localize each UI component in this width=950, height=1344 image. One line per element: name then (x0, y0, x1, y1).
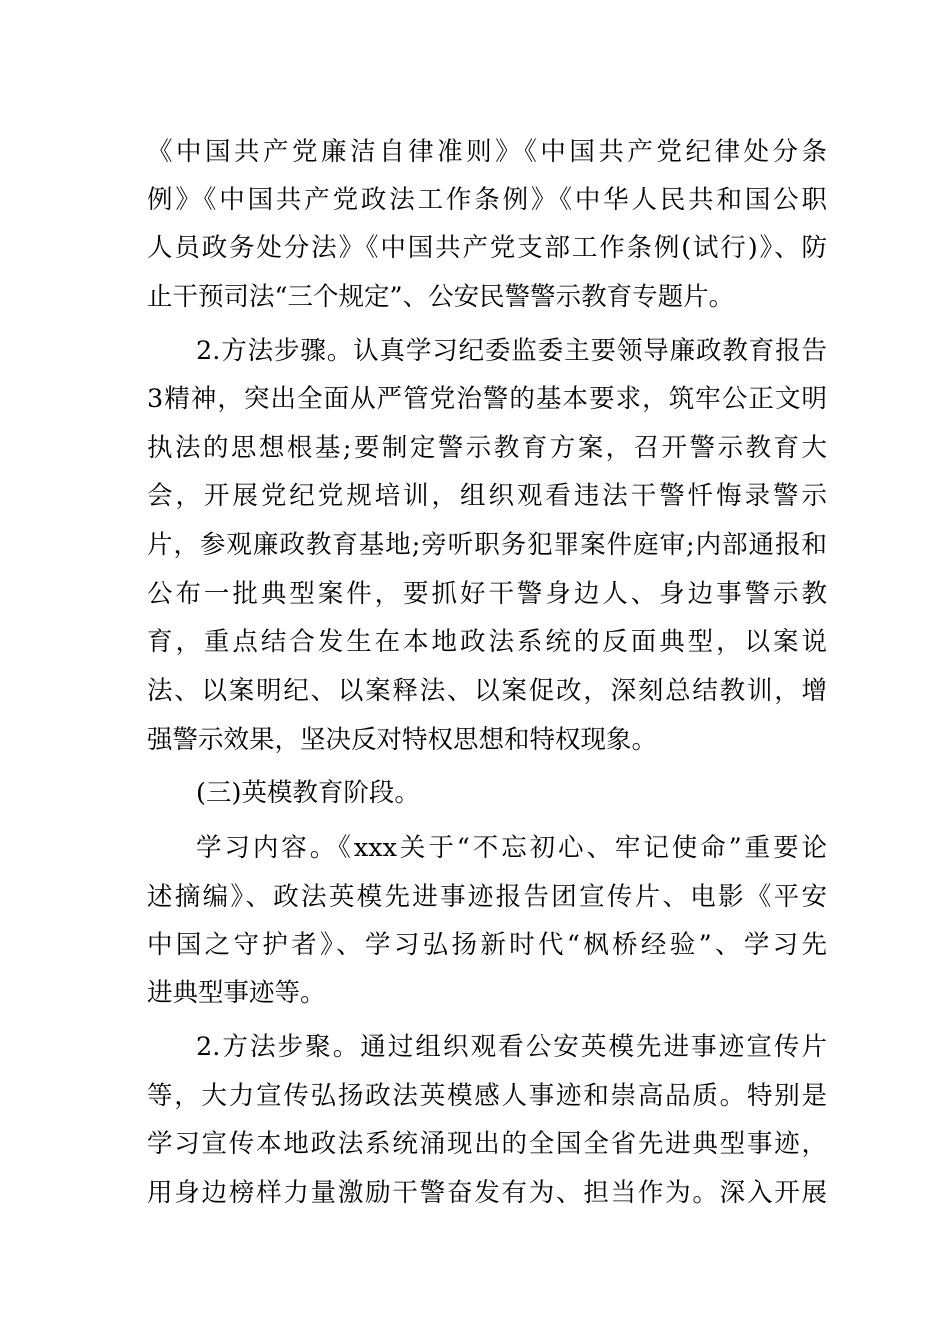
text-line: 例》《中国共产党政法工作条例》《中华人民共和国公职 (147, 185, 827, 215)
text-line: 育，重点结合发生在本地政法系统的反面典型，以案说 (147, 627, 827, 657)
text-line: 法、以案明纪、以案释法、以案促改，深刻总结教训，增 (147, 676, 827, 706)
paragraph-first-line: 2.方法步骤。认真学习纪委监委主要领导廉政教育报告 (196, 336, 827, 366)
text-line: 执法的思想根基;要制定警示教育方案，召开警示教育大 (147, 433, 827, 463)
paragraph-first-line: 学习内容。《xxx关于“不忘初心、牢记使命”重要论 (196, 833, 827, 863)
text-line: 进典型事迹等。 (147, 978, 326, 1008)
text-line: 述摘编》、政法英模先进事迹报告团宣传片、电影《平安 (147, 882, 827, 912)
text-line: 学习宣传本地政法系统涌现出的全国全省先进典型事迹， (147, 1129, 827, 1159)
text-line: 《中国共产党廉洁自律准则》《中国共产党纪律处分条 (147, 137, 827, 167)
text-line: 人员政务处分法》《中国共产党支部工作条例(试行)》、防 (147, 233, 827, 263)
paragraph-first-line: 2.方法步聚。通过组织观看公安英模先进事迹宣传片 (196, 1032, 827, 1062)
text-line: 公布一批典型案件，要抓好干警身边人、身边事警示教 (147, 579, 827, 609)
text-line: 片，参观廉政教育基地;旁听职务犯罪案件庭审;内部通报和 (147, 530, 827, 560)
text-line: 强警示效果，坚决反对特权思想和特权现象。 (147, 725, 658, 755)
text-line: 用身边榜样力量激励干警奋发有为、担当作为。深入开展 (147, 1178, 827, 1208)
text-line: 3精神，突出全面从严管党治警的基本要求，筑牢公正文明 (147, 384, 827, 414)
text-line: 止干预司法“三个规定”、公安民警警示教育专题片。 (147, 282, 735, 312)
text-line: 中国之守护者》、学习弘扬新时代“枫桥经验”、学习先 (147, 930, 827, 960)
text-line: 会，开展党纪党规培训，组织观看违法干警忏悔录警示 (147, 481, 827, 511)
text-line: 等，大力宣传弘扬政法英模感人事迹和崇高品质。特别是 (147, 1081, 827, 1111)
section-heading: (三)英模教育阶段。 (196, 778, 420, 808)
